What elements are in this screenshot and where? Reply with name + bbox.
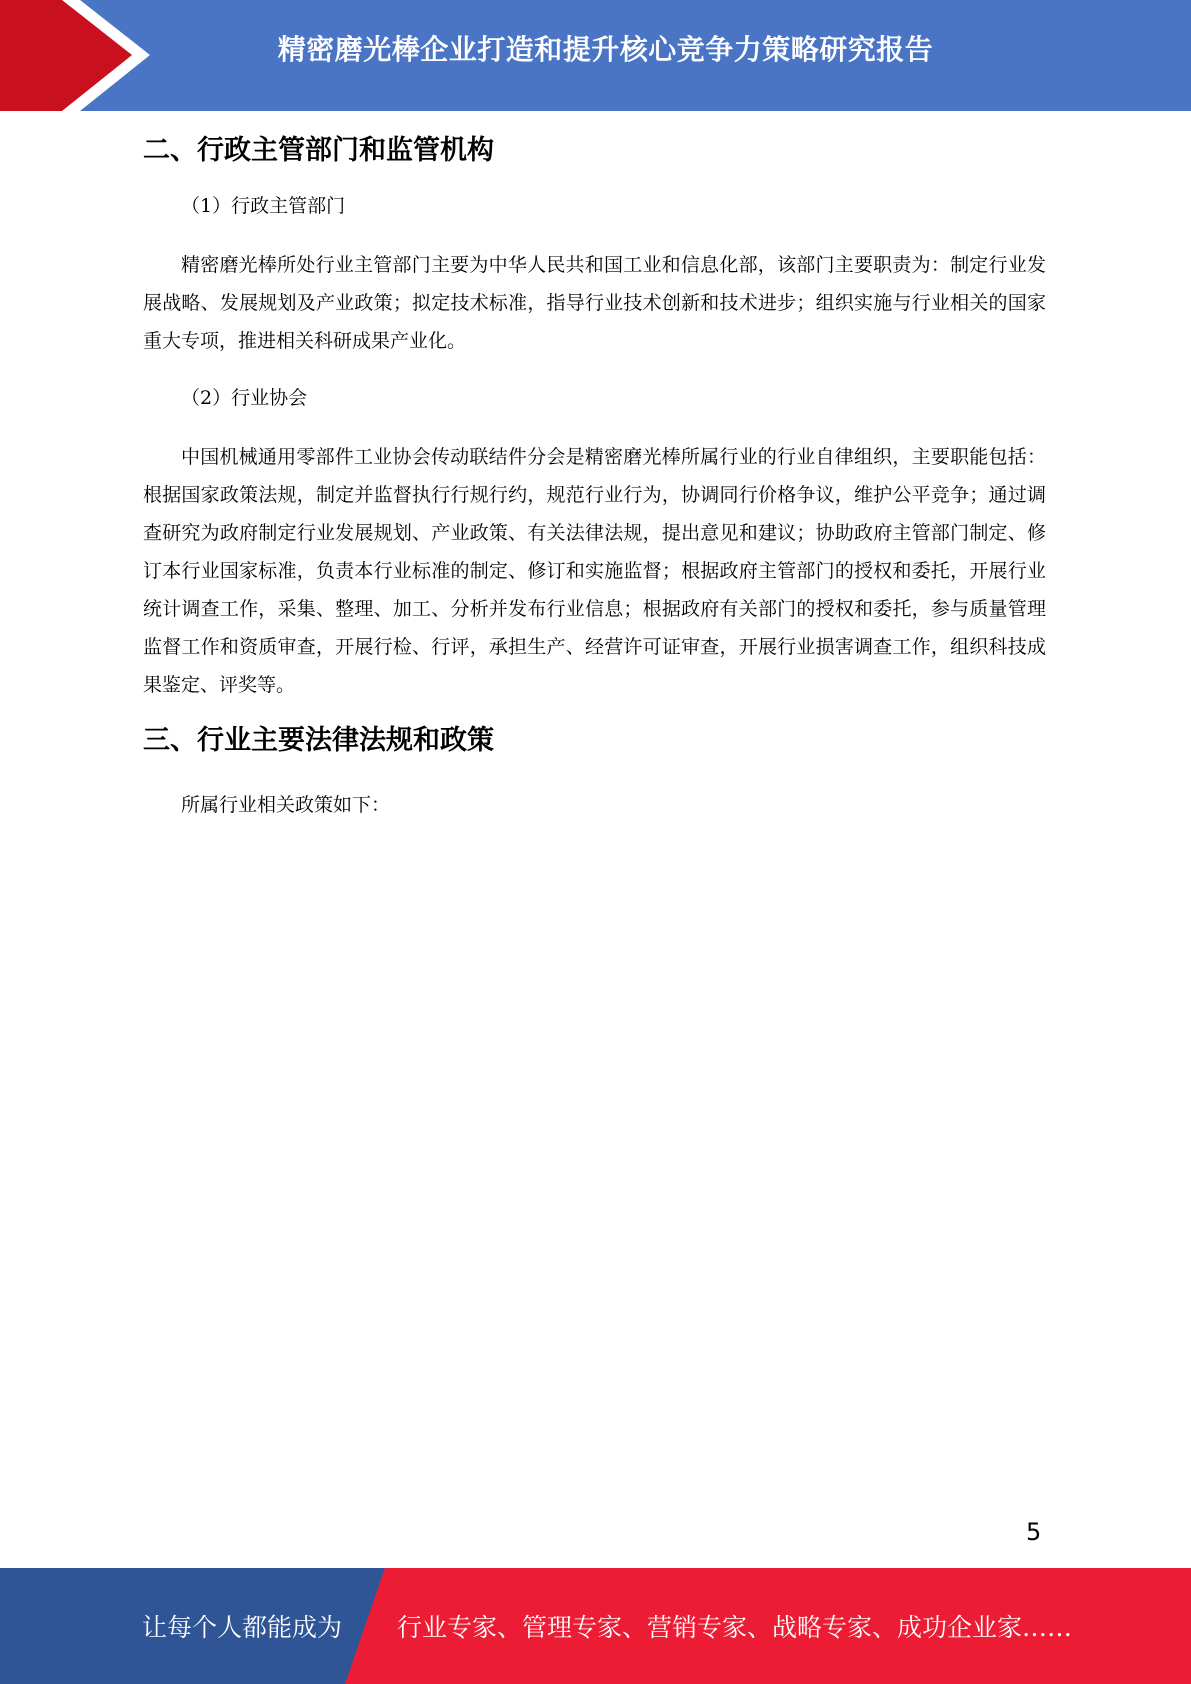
- footer-slogan-right: 行业专家、管理专家、营销专家、战略专家、成功企业家……: [397, 1613, 1073, 1642]
- report-title: 精密磨光棒企业打造和提升核心竞争力策略研究报告: [277, 33, 934, 66]
- footer-slogan-left: 让每个人都能成为: [142, 1613, 343, 1642]
- paragraph-association: 中国机械通用零部件工业协会传动联结件分会是精密磨光棒所属行业的行业自律组织，主要职能包括：根据国家政策法规，制定并监督执行行规行约，规范行业行为，协调同行价格争议，维护公平竞争；通过调查研究为政府制定行业发展规划、产业政策、有关法律法规，提出意见和建议；协助政府主管部门制定、修订本行业国家标准，负责本行业标准的制定、修订和实施监督；根据政府主管部门的授权和委托，开展行业统计调查工作，采集、整理、加工、分析并发布行业信息；根据政府有关部门的授权和委托，参与质量管理监督工作和资质审查，开展行检、行评，承担生产、经营许可证审查，开展行业损害调查工作，组织科技成果鉴定、评奖等。: [143, 446, 1046, 696]
- paragraph-authority: 精密磨光棒所处行业主管部门主要为中华人民共和国工业和信息化部，该部门主要职责为：制定行业发展战略、发展规划及产业政策；拟定技术标准，指导行业技术创新和技术进步；组织实施与行业相关的国家重大专项，推进相关科研成果产业化。: [143, 254, 1046, 352]
- subheading-association: （2）行业协会: [181, 387, 308, 409]
- section-heading-2: 二、行政主管部门和监管机构: [143, 135, 494, 166]
- paragraph-policies: 所属行业相关政策如下：: [181, 794, 391, 816]
- section-heading-3: 三、行业主要法律法规和政策: [143, 725, 494, 756]
- page-footer: [0, 1568, 1191, 1684]
- page-number: 5: [1026, 1518, 1042, 1546]
- page-content: [143, 128, 1046, 824]
- subheading-authority: （1）行政主管部门: [181, 195, 346, 217]
- page-header: [0, 0, 1191, 111]
